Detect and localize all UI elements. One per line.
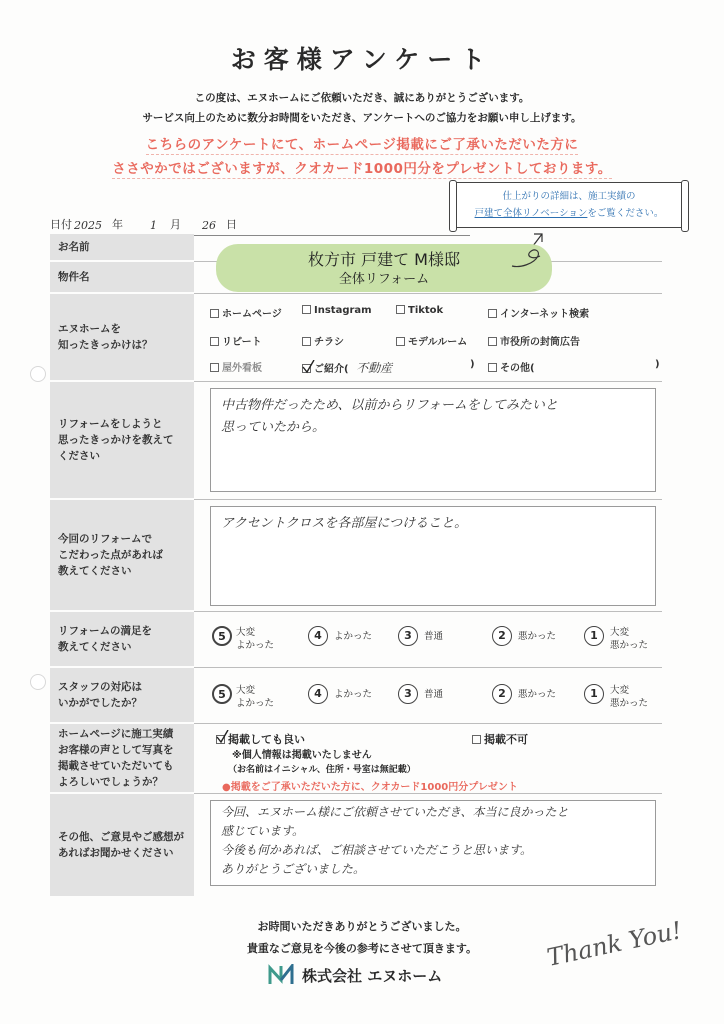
source-option-repeat[interactable]: [210, 333, 262, 348]
staff-label-1: [610, 684, 648, 710]
satisfaction-question-line-1: リフォームの満足を: [58, 625, 152, 637]
other-answer-line-3: 今後も何かあれば、ご相談させていただこうと思います。: [221, 843, 533, 857]
option-label: ホームページ: [222, 309, 282, 320]
checkbox[interactable]: [488, 363, 497, 372]
homepage-question: [50, 724, 194, 794]
label-line: よかった: [236, 698, 275, 709]
source-option-tiktok[interactable]: [396, 305, 443, 316]
satisfaction-line: [194, 667, 662, 668]
staff-question-line-1: スタッフの対応は: [58, 681, 142, 693]
focus-question-line-2: こだわった点があれば: [58, 549, 163, 561]
property-name: 枚方市 戸建て M様邸: [308, 250, 460, 269]
checkbox-checked[interactable]: [302, 364, 311, 373]
other-answer-line-2: 感じています。: [221, 824, 305, 838]
focus-question-line-3: 教えてください: [58, 565, 132, 577]
homepage-question-line-4: よろしいでしょうか？: [58, 776, 163, 788]
property-label-text: 物件名: [58, 271, 90, 283]
banner-line-2: [456, 205, 682, 222]
option-label: インターネット検索: [500, 309, 590, 320]
staff-option-1[interactable]: 1: [584, 684, 604, 704]
focus-line: [194, 611, 662, 612]
reason-question-line-1: リフォームをしようと: [58, 418, 163, 430]
homepage-line: [194, 793, 662, 794]
checkbox[interactable]: [396, 305, 405, 314]
satisfaction-option-1[interactable]: 1: [584, 626, 604, 646]
check-icon: [302, 360, 316, 374]
check-icon: [216, 730, 230, 744]
source-question-line-1: エヌホームを: [58, 323, 121, 335]
intro-line-1: この度は、エヌホームにご依頼いただき、誠にありがとうございます。: [194, 92, 530, 104]
label-line: 大変: [236, 685, 256, 696]
focus-answer-line-1: アクセントクロスを各部屋につけること。: [221, 516, 468, 531]
staff-label-4: よかった: [334, 689, 373, 700]
source-option-flyer[interactable]: [302, 333, 344, 348]
date-day-unit: 日: [226, 218, 237, 231]
binder-hole: [30, 674, 46, 690]
staff-line: [194, 723, 662, 724]
reason-line: [194, 499, 662, 500]
option-label: Instagram: [314, 305, 372, 316]
staff-label-2: 悪かった: [518, 689, 557, 700]
label-line: 大変: [610, 627, 630, 638]
checkbox[interactable]: [210, 309, 219, 318]
company-logo-icon: [268, 964, 294, 986]
option-label: 市役所の封筒広告: [500, 337, 580, 348]
staff-option-2[interactable]: 2: [492, 684, 512, 704]
property-line: [194, 293, 662, 294]
source-option-other[interactable]: [488, 359, 535, 374]
reason-answer-box[interactable]: [210, 388, 656, 492]
date-month-unit: 月: [170, 218, 181, 231]
homepage-ng-option[interactable]: [472, 731, 528, 747]
satisfaction-option-4[interactable]: 4: [308, 626, 328, 646]
focus-question: [50, 500, 194, 612]
privacy-detail: （お名前はイニシャル、住所・号室は無記載）: [228, 765, 416, 775]
other-answer-line-1: 今回、エヌホーム様にご依頼させていただき、本当に良かったと: [221, 805, 569, 819]
source-option-billboard[interactable]: [210, 359, 262, 374]
satisfaction-option-5[interactable]: 5: [212, 626, 232, 646]
scribble-mark: [510, 246, 544, 270]
homepage-question-line-1: ホームページに施工実績: [58, 728, 174, 740]
thank-you-signature: Thank You!: [544, 916, 685, 972]
label-line: よかった: [236, 640, 275, 651]
staff-label-5: [236, 684, 274, 710]
name-label: [50, 234, 194, 262]
other-question: [50, 794, 194, 898]
promo-line-2-text: ささやかではございますが、クオカード1000円分をプレゼントしております。: [112, 161, 612, 177]
other-question-line-2: あればお聞かせください: [58, 847, 174, 859]
staff-option-4[interactable]: 4: [308, 684, 328, 704]
thanks-line-1: お時間いただきありがとうございました。: [257, 920, 467, 933]
reason-answer-line-2: 思っていたから。: [221, 420, 326, 435]
reason-question-line-3: ください: [58, 450, 100, 462]
option-label: Tiktok: [408, 305, 444, 316]
reason-question-line-2: 思ったきっかけを教えて: [58, 434, 174, 446]
date-field: [50, 212, 470, 236]
homepage-question-line-2: お客様の声として写真を: [58, 744, 174, 756]
source-line: [194, 381, 662, 382]
name-label-text: お名前: [58, 241, 90, 253]
source-question-line-2: 知ったきっかけは？: [58, 339, 153, 351]
date-year-value: 2025: [74, 219, 102, 232]
homepage-question-line-3: 掲載させていただいても: [58, 760, 174, 772]
homepage-ok-label: 掲載しても良い: [228, 733, 305, 746]
binder-hole: [30, 366, 46, 382]
option-label: モデルルーム: [408, 337, 468, 348]
source-option-web-search[interactable]: [488, 305, 589, 320]
survey-title: お客様アンケート: [230, 45, 494, 74]
source-option-model-room[interactable]: [396, 333, 467, 348]
staff-question-line-2: いかがでしたか？: [58, 697, 142, 709]
company-name: 株式会社 エヌホーム: [302, 966, 443, 985]
source-option-city-envelope[interactable]: [488, 333, 580, 348]
satisfaction-label-1: [610, 626, 648, 652]
focus-answer-box[interactable]: [210, 506, 656, 606]
option-label: チラシ: [314, 337, 344, 348]
referral-note: 不動産: [356, 361, 393, 375]
other-close-paren: ): [655, 359, 660, 370]
works-link[interactable]: 戸建て全体リノベーション: [474, 208, 588, 219]
other-answer-box[interactable]: [210, 800, 656, 886]
satisfaction-label-2: 悪かった: [518, 631, 557, 642]
option-label: リピート: [222, 337, 262, 348]
staff-option-5[interactable]: 5: [212, 684, 232, 704]
staff-question: [50, 668, 194, 724]
property-name-box: [216, 244, 552, 292]
promo-line-2: [0, 157, 724, 177]
satisfaction-question: [50, 612, 194, 668]
satisfaction-label-3: 普通: [424, 631, 444, 642]
date-label: 日付: [50, 218, 72, 231]
source-option-instagram[interactable]: [302, 305, 372, 316]
checkbox[interactable]: [302, 305, 311, 314]
homepage-ng-label: 掲載不可: [484, 733, 528, 746]
source-question: [50, 294, 194, 382]
label-line: 悪かった: [610, 698, 649, 709]
reason-answer-line-1: 中古物件だったため、以前からリフォームをしてみたいと: [221, 398, 558, 413]
satisfaction-label-4: よかった: [334, 631, 373, 642]
label-line: 悪かった: [610, 640, 649, 651]
intro-line-2: サービス向上のために数分お時間をいただき、アンケートへのご協力をお願い申し上げます。: [142, 112, 582, 124]
banner-line-1: 仕上がりの詳細は、施工実績の: [502, 191, 636, 202]
homepage-promo: ●掲載をご了承いただいた方に、クオカード1000円分プレゼント: [222, 782, 518, 793]
privacy-note: ※個人情報は掲載いたしません: [232, 750, 372, 761]
satisfaction-option-2[interactable]: 2: [492, 626, 512, 646]
focus-question-line-1: 今回のリフォームで: [58, 533, 152, 545]
banner-suffix: をご覧ください。: [587, 208, 664, 219]
checkbox[interactable]: [210, 363, 219, 372]
promo-line-1: [0, 133, 724, 153]
satisfaction-option-3[interactable]: 3: [398, 626, 418, 646]
checkbox[interactable]: [210, 337, 219, 346]
date-year-unit: 年: [112, 218, 123, 231]
staff-label-3: 普通: [424, 689, 444, 700]
label-line: 大変: [610, 685, 630, 696]
option-label: 屋外看板: [222, 363, 262, 374]
reason-question: [50, 382, 194, 500]
other-question-line-1: その他、ご意見やご感想が: [58, 831, 184, 843]
checkbox[interactable]: [396, 337, 405, 346]
checkbox-checked[interactable]: [216, 735, 225, 744]
checkbox[interactable]: [472, 735, 481, 744]
works-banner: [455, 182, 683, 228]
option-label: その他(: [500, 363, 535, 374]
satisfaction-label-5: [236, 626, 274, 652]
company-logo: [268, 962, 442, 988]
property-type: 全体リフォーム: [338, 272, 430, 287]
source-option-referral[interactable]: [302, 359, 392, 376]
satisfaction-question-line-2: 教えてください: [58, 641, 132, 653]
label-line: 大変: [236, 627, 256, 638]
source-option-homepage[interactable]: [210, 305, 282, 320]
homepage-ok-option[interactable]: [216, 731, 305, 747]
promo-line-1-text: こちらのアンケートにて、ホームページ掲載にご了承いただいた方に: [145, 137, 579, 153]
date-month-value: 1: [150, 219, 157, 232]
thanks-line-2: 貴重なご意見を今後の参考にさせて頂きます。: [246, 942, 478, 955]
staff-option-3[interactable]: 3: [398, 684, 418, 704]
checkbox[interactable]: [488, 337, 497, 346]
referral-close-paren: ): [470, 359, 475, 370]
checkbox[interactable]: [302, 337, 311, 346]
date-day-value: 26: [202, 219, 216, 232]
other-answer-line-4: ありがとうございました。: [221, 862, 366, 876]
option-label: ご紹介(: [314, 364, 349, 375]
property-label: [50, 262, 194, 294]
checkbox[interactable]: [488, 309, 497, 318]
